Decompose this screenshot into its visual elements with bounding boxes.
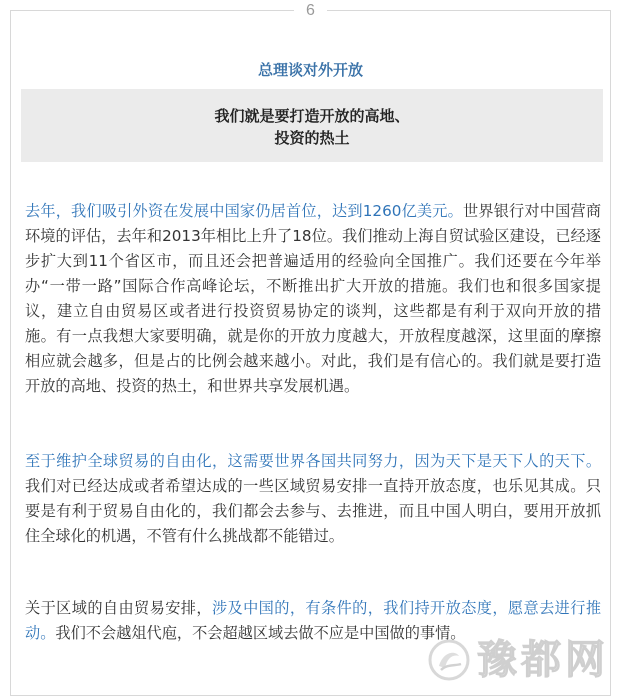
paragraph-1-text: 世界银行对中国营商环境的评估，去年和2013年相比上升了18位。我们推动上海自贸试验区建设，已经逐步扩大到11个省区市，而且还会把普遍适用的经验向全国推广。我们还要在今年举办“一带一路”国际合作高峰论坛，不断推出扩大开放的措施。我们也和很多国家提议，建立自由贸易区或者进行投资贸易协定的谈判，这些都是有利于双向开放的措施。有一点我想大家要明确，就是你的开放力度越大，开放程度越深，这里面的摩擦相应就会越多，但是占的比例会越来越小。对此，我们是有信心的。我们就是要打造开放的高地、投资的热土，和世界共享发展机遇。 (25, 202, 602, 395)
paragraph-2-text: 我们对已经达成或者希望达成的一些区域贸易安排一直持开放态度，也乐见其成。只要是有利于贸易自由化的，我们都会去参与、去推进，而且中国人明白，要用开放抓住全球化的机遇，不管有什么挑战都不能错过。 (25, 477, 601, 545)
watermark-logo-icon (427, 638, 471, 682)
article-card (10, 2, 611, 696)
paragraph-1-highlight: 去年，我们吸引外资在发展中国家仍居首位，达到1260亿美元。 (25, 202, 463, 220)
paragraph-2-highlight: 至于维护全球贸易的自由化，这需要世界各国共同努力，因为天下是天下人的天下。 (25, 452, 601, 470)
section-title: 总理谈对外开放 (257, 61, 363, 79)
quote-line-2: 投资的热土 (274, 129, 350, 147)
paragraph-3-text: 我们不会越俎代庖，不会超越区域去做不应是中国做的事情。 (55, 624, 466, 642)
page-number: 6 (294, 0, 327, 22)
watermark (427, 634, 617, 686)
quote-line-1: 我们就是要打造开放的高地、 (214, 107, 410, 125)
watermark-text: 豫都网 (477, 636, 609, 683)
paragraph-2 (25, 449, 601, 549)
paragraph-1 (25, 199, 601, 399)
quote-box (21, 89, 603, 162)
paragraph-3-highlight: 涉及中国的，有条件的，我们持开放态度，愿意去进行推动。 (25, 599, 601, 642)
page-number-wrap (11, 0, 610, 22)
paragraph-3-lead: 关于区域的自由贸易安排， (25, 599, 212, 617)
